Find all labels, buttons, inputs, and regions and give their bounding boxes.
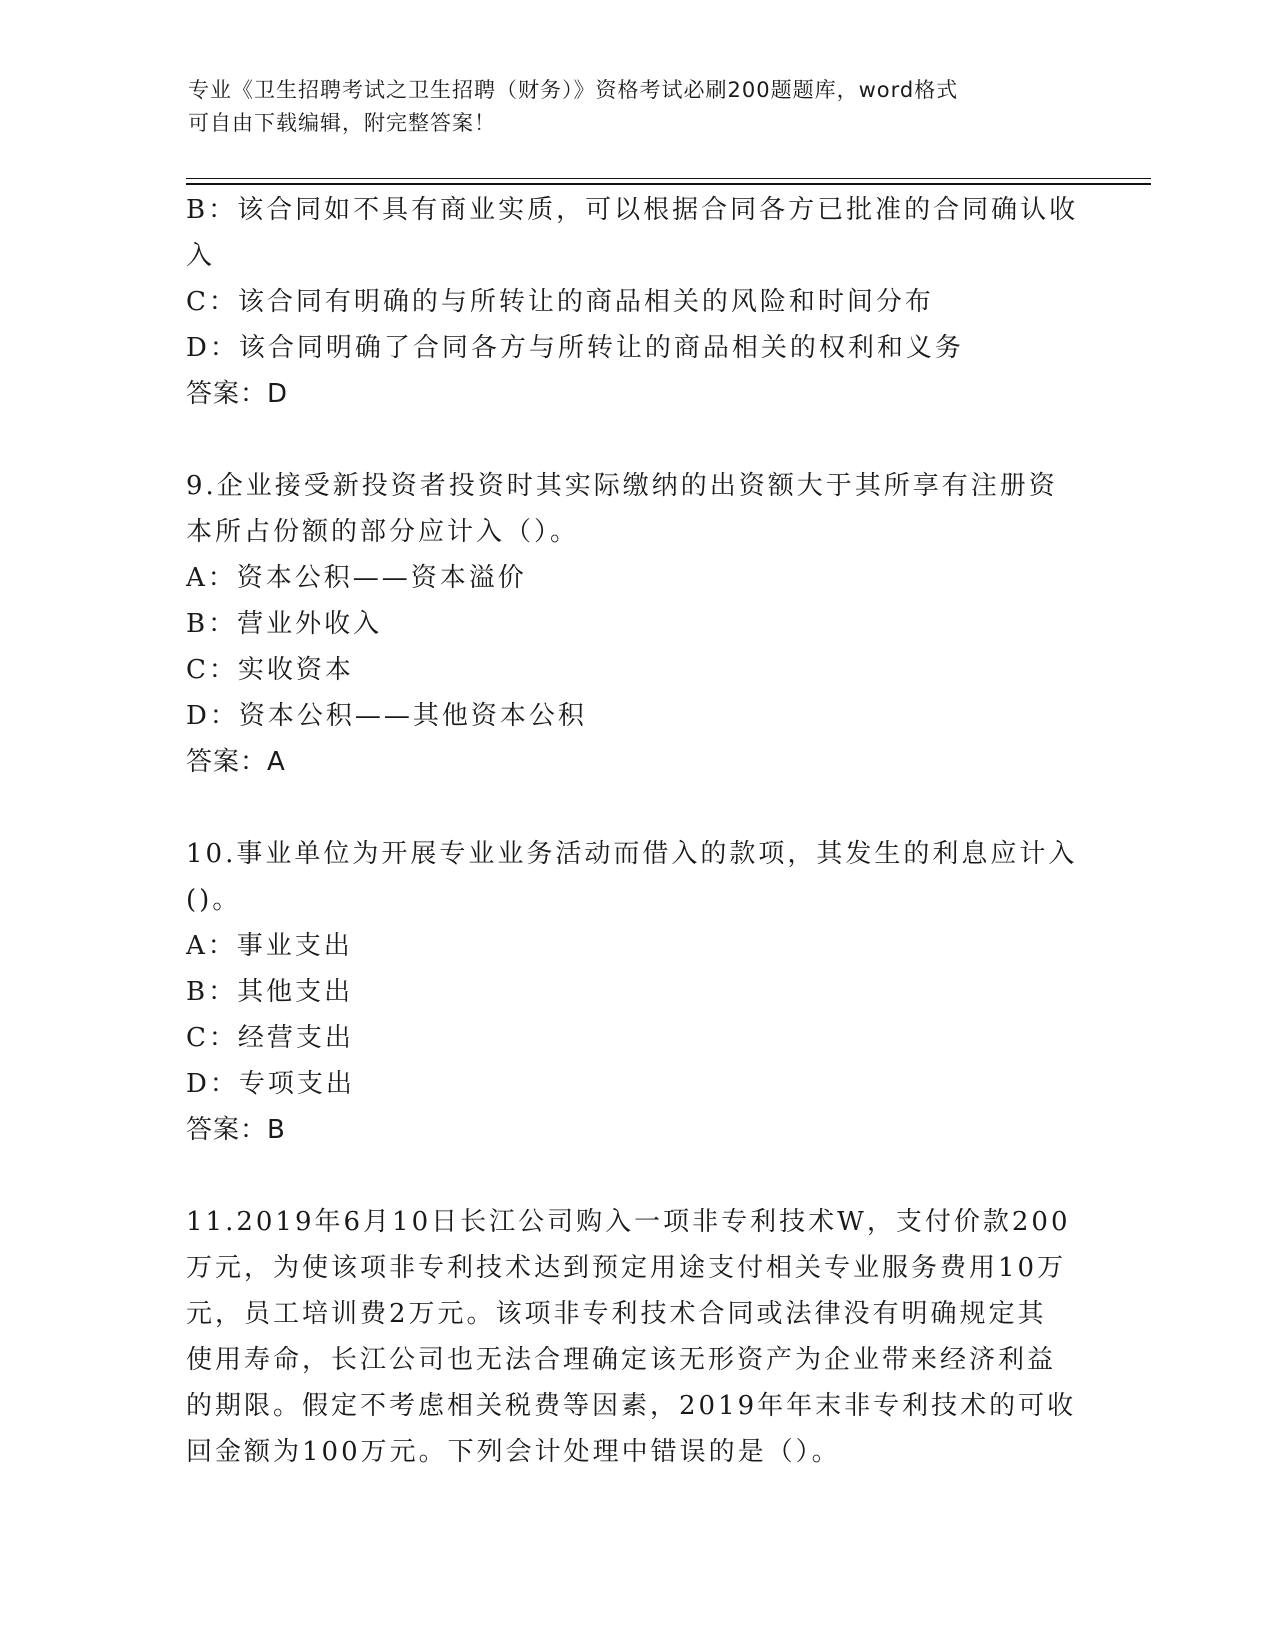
question-content xyxy=(186,187,1086,1475)
question-8-block xyxy=(186,187,1086,417)
q11-stem-line-5: 的期限。假定不考虑相关税费等因素，2019年年末非专利技术的可收 xyxy=(186,1391,1077,1421)
q9-stem-line-2: 本所占份额的部分应计入（）。 xyxy=(186,517,580,547)
q11-stem-line-4: 使用寿命，长江公司也无法合理确定该无形资产为企业带来经济利益 xyxy=(186,1345,1057,1375)
q10-answer: 答案：B xyxy=(186,1115,286,1145)
q10-stem-line-2: ()。 xyxy=(186,885,242,915)
header-line-1: 专业《卫生招聘考试之卫生招聘（财务）》资格考试必刷200题题库，word格式 xyxy=(188,78,959,102)
q10-option-c: C：经营支出 xyxy=(186,1023,354,1053)
q9-option-b: B：营业外收入 xyxy=(186,609,383,639)
header-line-2: 可自由下载编辑，附完整答案！ xyxy=(188,111,496,135)
q11-stem-line-2: 万元，为使该项非专利技术达到预定用途支付相关专业服务费用10万 xyxy=(186,1253,1067,1283)
q10-stem-line-1: 10.事业单位为开展专业业务活动而借入的款项，其发生的利息应计入 xyxy=(186,839,1078,869)
question-9-block xyxy=(186,463,1086,785)
q11-stem-line-1: 11.2019年6月10日长江公司购入一项非专利技术W，支付价款200 xyxy=(186,1207,1071,1237)
q8-answer: 答案：D xyxy=(186,379,289,409)
document-header xyxy=(188,74,1068,140)
question-11-block xyxy=(186,1199,1086,1475)
q8-option-b-line-2: 入 xyxy=(186,241,216,271)
q10-option-b: B：其他支出 xyxy=(186,977,354,1007)
q11-stem-line-6: 回金额为100万元。下列会计处理中错误的是（）。 xyxy=(186,1437,841,1467)
header-divider-thin xyxy=(186,178,1151,179)
q8-option-c: C：该合同有明确的与所转让的商品相关的风险和时间分布 xyxy=(186,287,934,317)
q10-option-d: D：专项支出 xyxy=(186,1069,355,1099)
q9-option-d: D：资本公积——其他资本公积 xyxy=(186,701,587,731)
header-divider-thick xyxy=(186,183,1151,185)
q11-stem-line-3: 元，员工培训费2万元。该项非专利技术合同或法律没有明确规定其 xyxy=(186,1299,1047,1329)
q10-option-a: A：事业支出 xyxy=(186,931,353,961)
q9-option-c: C：实收资本 xyxy=(186,655,354,685)
question-10-block xyxy=(186,831,1086,1153)
q8-option-b-line-1: B：该合同如不具有商业实质，可以根据合同各方已批准的合同确认收 xyxy=(186,195,1079,225)
q9-answer: 答案：A xyxy=(186,747,286,777)
q9-stem-line-1: 9.企业接受新投资者投资时其实际缴纳的出资额大于其所享有注册资 xyxy=(186,471,1058,501)
q8-option-d: D：该合同明确了合同各方与所转让的商品相关的权利和义务 xyxy=(186,333,964,363)
q9-option-a: A：资本公积——资本溢价 xyxy=(186,563,527,593)
